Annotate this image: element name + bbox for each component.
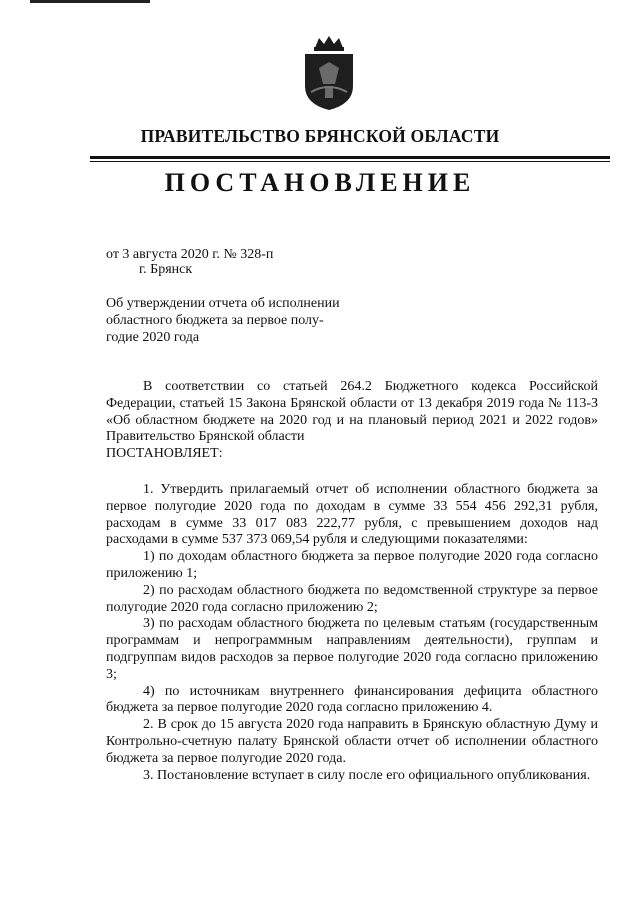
date-number-line: от 3 августа 2020 г. № 328-п — [106, 247, 274, 262]
item-paragraph: 4) по источникам внутреннего финансирования дефицита областного бюджета за первое полугодие 2020 года согласно приложению 4. — [106, 683, 598, 716]
coat-of-arms-emblem — [297, 34, 361, 112]
item-paragraph: 1. Утвердить прилагаемый отчет об исполнении областного бюджета за первое полугодие 2020 года по доходам в сумме 33 554 456 292,31 рубля, расходам в сумме 33 017 083 222,77 рубля, с превышением доходов над расходами в сумме 537 373 069,54 рубля и следующими показателями: — [106, 481, 598, 548]
item-paragraph: 2. В срок до 15 августа 2020 года направить в Брянскую областную Думу и Контрольно-счетную палату Брянской области отчет об исполнении областного бюджета за первое полугодие 2020 года. — [106, 717, 598, 766]
header-rule-thin — [90, 161, 610, 162]
government-title: ПРАВИТЕЛЬСТВО БРЯНСКОЙ ОБЛАСТИ — [140, 126, 500, 146]
header-rule-thick — [90, 156, 610, 159]
city-line: г. Брянск — [139, 262, 193, 277]
item-paragraph: 1) по доходам областного бюджета за первое полугодие 2020 года согласно приложению 1; — [106, 549, 598, 581]
subject-line: Об утверждении отчета об исполнении — [106, 296, 340, 311]
subject-line: годие 2020 года — [106, 330, 200, 345]
document-body — [106, 379, 598, 784]
document-type-heading: ПОСТАНОВЛЕНИЕ — [164, 168, 476, 197]
item-paragraph: 2) по расходам областного бюджета по ведомственной структуре за первое полугодие 2020 года согласно приложению 2; — [106, 582, 598, 615]
preamble-paragraph: В соответствии со статьей 264.2 Бюджетного кодекса Российской Федерации, статьей 15 Закона Брянской области от 13 декабря 2019 года № 113-З «Об областном бюджете на 2020 год и на плановый период 2021 и 2022 годов» Правительство Брянской области — [106, 379, 598, 445]
subject-line: областного бюджета за первое полу- — [106, 313, 324, 328]
scan-edge-mark — [30, 0, 150, 3]
resolves-word: ПОСТАНОВЛЯЕТ: — [106, 446, 223, 462]
document-subject — [106, 295, 356, 346]
paragraph-gap — [106, 463, 598, 482]
item-paragraph: 3) по расходам областного бюджета по целевым статьям (государственным программам и непрограммным направлениям деятельности), группам и подгруппам видов расходов за первое полугодие 2020 года согласно приложению 3; — [106, 616, 598, 682]
item-paragraph: 3. Постановление вступает в силу после его официального опубликования. — [143, 767, 591, 783]
